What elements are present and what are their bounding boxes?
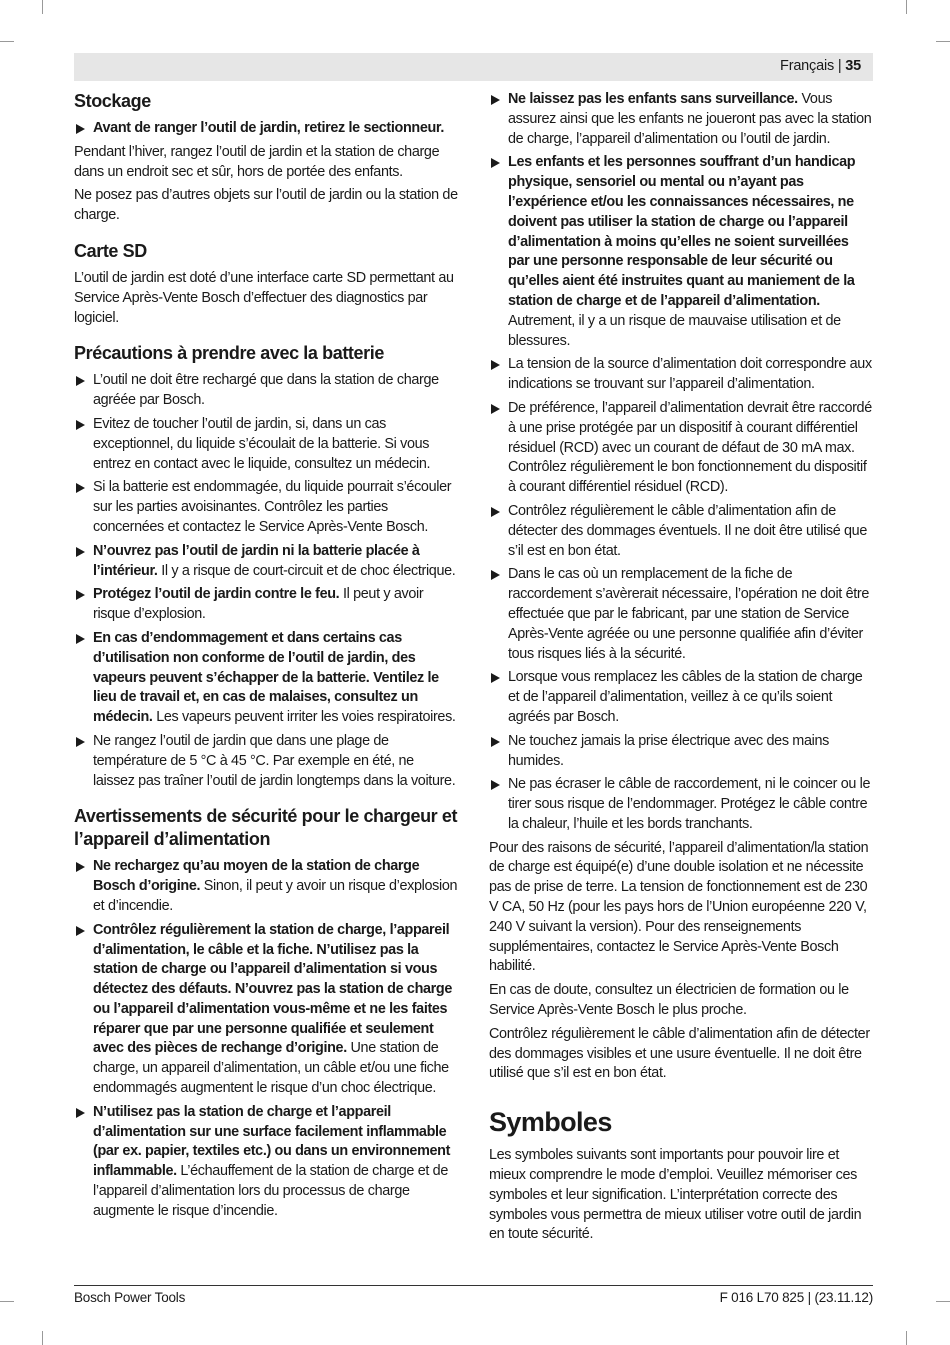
bullet-triangle-icon [76, 376, 85, 386]
bullet-item [74, 921, 458, 1099]
section-title-batterie: Précautions à prendre avec la batterie [74, 343, 384, 364]
bullet-triangle-icon [491, 570, 500, 580]
bullet-text: Il peut y avoir risque d’explosion. [93, 586, 424, 623]
bullet-triangle-icon [76, 1108, 85, 1118]
bullet-text: Une station de charge, un appareil d’alimentation, un câble et/ou une fiche endommagés augmentent le risque d’un choc électrique. [93, 1040, 449, 1097]
header-separator: | [834, 58, 846, 74]
bullet-text: Evitez de toucher l’outil de jardin, si, dans un cas exceptionnel, du liquide s’écoulait de la batterie. Si vous entrez en contact avec le liquide, consultez un médecin. [93, 415, 431, 472]
left-column [74, 90, 458, 1226]
bullet-triangle-icon [76, 634, 85, 644]
bullet-item [489, 153, 873, 351]
crop-mark [936, 41, 950, 42]
bullet-text: Il y a risque de court-circuit et de choc électrique. [157, 562, 456, 579]
bullet-item [489, 399, 873, 498]
crop-mark [936, 1301, 950, 1302]
bullet-text: Ne touchez jamais la prise électrique avec des mains humides. [508, 732, 829, 769]
bullet-triangle-icon [76, 483, 85, 493]
bullet-item [74, 857, 458, 916]
bullet-bold-text: Contrôlez régulièrement la station de charge, l’appareil d’alimentation, le câble et la fiche. N’utilisez pas la station de charge ou l’appareil d’alimentation si vous détectez des défauts. N’ouvrez pas la station de charge ou l’appareil d’alimentation vous-même et ne les faites réparer que par une personne qualifiée et seulement avec des pièces de rechange d’origine. [93, 921, 453, 1057]
bullet-triangle-icon [76, 862, 85, 872]
footer-divider [74, 1285, 873, 1286]
bullet-text: Dans le cas où un remplacement de la fiche de raccordement s’avèrerait nécessaire, l’opération ne doit être effectuée que par le fabricant, par une station de Service Après-Vente agréée ou une personne qualifiée afin d’éviter tous risques liés à la sécurité. [508, 566, 870, 662]
bullet-text: L’outil ne doit être rechargé que dans la station de charge agréée par Bosch. [93, 372, 439, 409]
bullet-bold-text: Protégez l’outil de jardin contre le feu. [93, 586, 340, 603]
bullet-text: Lorsque vous remplacez les câbles de la station de charge et de l’appareil d’alimentation, veillez à ce qu’ils soient agréés par Bosch. [508, 669, 863, 725]
bullet-item [489, 565, 873, 664]
bullet-item [74, 119, 458, 139]
bullet-item [489, 732, 873, 772]
header-text [780, 58, 861, 74]
bullet-triangle-icon [491, 673, 500, 683]
bullet-bold-text: Avant de ranger l’outil de jardin, retirez le sectionneur. [93, 120, 445, 136]
bullet-text: La tension de la source d’alimentation doit correspondre aux indications se trouvant sur l’appareil d’alimentation. [508, 356, 872, 393]
paragraph: Contrôlez régulièrement le câble d’alimentation afin de détecter des dommages visibles et une usure éventuelle. Il ne doit être utilisé que s’il est en bon état. [489, 1025, 870, 1082]
bullet-item [74, 415, 458, 474]
bullet-bold-text: Ne laissez pas les enfants sans surveillance. [508, 91, 798, 107]
footer-doc-id: F 016 L70 825 | (23.11.12) [719, 1290, 873, 1305]
right-column [489, 90, 873, 1249]
paragraph: Pour des raisons de sécurité, l’appareil d’alimentation/la station de charge est équipé(e) d’une double isolation et ne nécessite pas de prise de terre. La tension de fonctionnement est de 230 V CA, 50 Hz (pour les pays hors de l’Union européenne 220 V, 240 V suivant la version). Pour des renseignements supplémentaires, contactez le Service Après-Vente Bosch habilité. [489, 839, 869, 975]
section-title-symboles: Symboles [489, 1107, 612, 1138]
section-title-stockage: Stockage [74, 91, 151, 111]
bullet-bold-text: N’ouvrez pas l’outil de jardin ni la batterie placée à l’intérieur. [93, 542, 420, 579]
bullet-text: L’échauffement de la station de charge et de l’appareil d’alimentation lors du processus de charge augmente le risque d’incendie. [93, 1163, 448, 1219]
bullet-item [74, 371, 458, 411]
bullet-item [74, 732, 458, 791]
bullet-item [74, 542, 458, 582]
bullet-triangle-icon [491, 95, 500, 105]
bullet-text: Autrement, il y a un risque de mauvaise utilisation et de blessures. [508, 312, 841, 349]
footer-brand: Bosch Power Tools [74, 1290, 186, 1305]
crop-mark [42, 1331, 43, 1345]
bullet-item [74, 478, 458, 537]
bullet-triangle-icon [491, 780, 500, 790]
paragraph: Pendant l’hiver, rangez l’outil de jardin et la station de charge dans un endroit sec et sûr, hors de portée des enfants. [74, 143, 440, 180]
bullet-item [74, 1103, 458, 1222]
bullet-triangle-icon [491, 360, 500, 370]
bullet-triangle-icon [491, 507, 500, 517]
paragraph: L’outil de jardin est doté d’une interface carte SD permettant au Service Après-Vente Bosch d’effectuer des diagnostics par logiciel. [74, 269, 454, 326]
section-title-chargeur: Avertissements de sécurité pour le chargeur et l’appareil d’alimentation [74, 806, 458, 850]
page-header [74, 53, 873, 81]
crop-mark [0, 1301, 14, 1302]
bullet-text: De préférence, l’appareil d’alimentation devrait être raccordé à une prise protégée par un dispositif à courant différentiel résiduel (RCD) avec un courant de défaut de 30 mA max. Contrôlez régulièrement le bon fonctionnement du dispositif à courant différentiel résiduel (RCD). [508, 399, 872, 496]
crop-mark [906, 0, 907, 14]
bullet-item [489, 355, 873, 395]
bullet-bold-text: En cas d’endommagement et dans certains cas d’utilisation non conforme de l’outil de jardin, des vapeurs peuvent s’échapper de la batterie. Ventilez le lieu de travail et, en cas de malaises, consultez un médecin. [93, 629, 439, 726]
bullet-triangle-icon [491, 158, 500, 168]
paragraph: Les symboles suivants sont importants pour pouvoir lire et mieux comprendre le mode d’emploi. Veuillez mémoriser ces symboles et leur signification. L’interprétation correcte des symboles vous permettra de mieux utiliser votre outil de jardin en toute sécurité. [489, 1147, 862, 1243]
bullet-triangle-icon [76, 737, 85, 747]
bullet-text: Ne rangez l’outil de jardin que dans une plage de température de 5 °C à 45 °C. Par exemple en été, ne laissez pas traîner l’outil de jardin longtemps dans la voiture. [93, 732, 456, 789]
crop-mark [906, 1331, 907, 1345]
bullet-text: Ne pas écraser le câble de raccordement, ni le coincer ou le tirer sous risque de l’endommager. Protégez le câble contre la chaleur, l’huile et les bords tranchants. [508, 776, 871, 832]
bullet-text: Sinon, il peut y avoir un risque d’explosion et d’incendie. [93, 878, 458, 914]
bullet-item [489, 775, 873, 834]
bullet-text: Contrôlez régulièrement le câble d’alimentation afin de détecter des dommages éventuels. Il ne doit être utilisé que s’il est en bon état. [508, 502, 867, 559]
bullet-item [489, 668, 873, 727]
bullet-item [74, 629, 458, 728]
paragraph: En cas de doute, consultez un électricien de formation ou le Service Après-Vente Bosch le plus proche. [489, 982, 849, 1019]
bullet-triangle-icon [76, 124, 85, 134]
bullet-item [489, 90, 873, 149]
page-number: 35 [845, 58, 861, 74]
bullet-triangle-icon [491, 404, 500, 414]
bullet-triangle-icon [76, 547, 85, 557]
bullet-text: Vous assurez ainsi que les enfants ne joueront pas avec la station de charge, l’appareil d’alimentation ou l’outil de jardin. [508, 91, 872, 147]
crop-mark [42, 0, 43, 14]
bullet-triangle-icon [76, 590, 85, 600]
bullet-triangle-icon [76, 926, 85, 936]
bullet-triangle-icon [76, 420, 85, 430]
bullet-item [74, 585, 458, 625]
bullet-text: Si la batterie est endommagée, du liquide pourrait s’écouler sur les parties avoisinantes. Contrôlez les parties concernées et contactez le Service Après-Vente Bosch. [93, 479, 452, 535]
bullet-bold-text: N’utilisez pas la station de charge et l’appareil d’alimentation sur une surface facilement inflammable (par ex. papier, textiles etc.) ou dans un environnement inflammable. [93, 1103, 451, 1180]
bullet-triangle-icon [491, 737, 500, 747]
bullet-item [489, 502, 873, 561]
bullet-bold-text: Ne rechargez qu’au moyen de la station de charge Bosch d’origine. [93, 858, 420, 895]
crop-mark [0, 41, 14, 42]
bullet-text: Les vapeurs peuvent irriter les voies respiratoires. [152, 709, 456, 726]
header-language: Français [780, 58, 835, 74]
bullet-bold-text: Les enfants et les personnes souffrant d’un handicap physique, sensoriel ou mental ou n’ayant pas l’expérience et/ou les connaissances nécessaires, ne doivent pas utiliser la station de charge ou l’appareil d’alimentation à moins qu’elles ne soient surveillées par une personne responsable de leur sécurité ou qu’elles aient été instruites quant au maniement de la station de charge et de l’appareil d’alimentation. [508, 154, 856, 309]
paragraph: Ne posez pas d’autres objets sur l’outil de jardin ou la station de charge. [74, 187, 458, 224]
section-title-carte-sd: Carte SD [74, 240, 147, 261]
